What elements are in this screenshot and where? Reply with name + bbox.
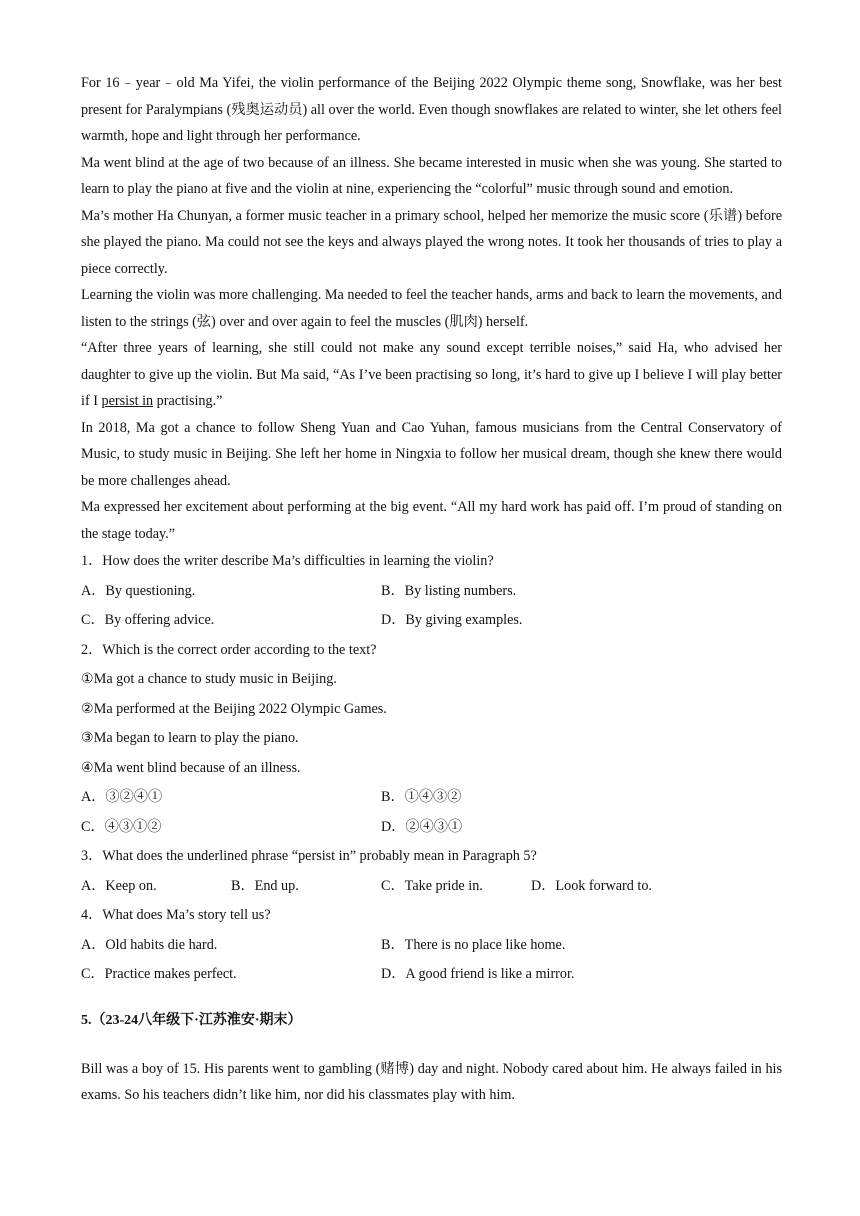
question-4-option-c: C．Practice makes perfect. [81,966,237,982]
passage-paragraph-3: Ma’s mother Ha Chunyan, a former music teacher in a primary school, helped her memorize the music score (乐谱) before she played the piano. Ma could not see the keys and always played the wrong notes. It took her thousands of tries to play a piece correctly. [81,207,782,277]
question-3-option-d: D．Look forward to. [531,877,652,894]
question-3-stem: 3．What does the underlined phrase “persist in” probably mean in Paragraph 5? [81,848,537,864]
question-1-option-d: D．By giving examples. [381,612,523,628]
question-2-item-4: ④Ma went blind because of an illness. [81,759,301,776]
document-page [81,70,782,1109]
passage-paragraph-6: In 2018, Ma got a chance to follow Sheng Yuan and Cao Yuhan, famous musicians from the Central Conservatory of Music, to study music in Beijing. She left her home in Ningxia to follow her musical dream, though she knew there would be more challenges ahead. [81,419,782,489]
question-3-options-row [81,872,782,902]
question-2-option-b: B．①④③② [381,789,462,805]
question-1-options-row-1 [81,577,782,607]
passage-paragraph-7: Ma expressed her excitement about performing at the big event. “All my hard work has paid off. I’m proud of standing on the stage today.” [81,499,782,542]
question-4-stem: 4．What does Ma’s story tell us? [81,907,271,923]
paragraph-5-text-after: practising.” [153,393,223,409]
question-3-option-c: C．Take pride in. [381,877,483,894]
passage-paragraph-2: Ma went blind at the age of two because of an illness. She became interested in music when she was young. She started to learn to play the piano at five and the violin at nine, experiencing the “colorful” music through sound and emotion. [81,154,782,197]
question-1-option-b: B．By listing numbers. [381,582,517,599]
paragraph-5-text-before: “After three years of learning, she still could not make any sound except terrible noises,” said Ha, who advised her daughter to give up the violin. But Ma said, “As I’ve been practising so long, it’s hard to give up I believe I will play better if I [81,340,782,409]
question-4-option-d: D．A good friend is like a mirror. [381,966,575,982]
question-4-options-row-2 [81,960,782,990]
question-1-options-row-2 [81,606,782,636]
question-2-item-1: ①Ma got a chance to study music in Beijing. [81,671,337,687]
question-2-options-row-2 [81,813,782,843]
question-2-stem: 2．Which is the correct order according to the text? [81,641,377,658]
question-2-option-c: C．④③①② [81,818,162,835]
question-2-option-d: D．②④③① [381,818,463,835]
question-4-option-a: A．Old habits die hard. [81,936,218,953]
passage-paragraph-5 [81,335,782,415]
question-4-option-b: B．There is no place like home. [381,936,566,953]
question-1-option-a: A．By questioning. [81,582,196,599]
section-5-paragraph: Bill was a boy of 15. His parents went to gambling (赌博) day and night. Nobody cared about him. He always failed in his exams. So his teachers didn’t like him, nor did his classmates play with him. [81,1060,782,1103]
question-3-option-b: B．End up. [231,877,299,894]
passage-paragraph-4: Learning the violin was more challenging. Ma needed to feel the teacher hands, arms and back to learn the movements, and listen to the strings (弦) over and over again to feel the muscles (肌肉) herself. [81,287,782,330]
question-1-stem: 1．How does the writer describe Ma’s difficulties in learning the violin? [81,553,494,569]
question-2-option-a: A．③②④① [81,789,163,805]
underlined-phrase: persist in [101,393,154,409]
question-2-options-row-1 [81,783,782,813]
question-3-option-a: A．Keep on. [81,877,157,894]
section-5-heading: 5.（23-24八年级下·江苏淮安·期末） [81,1012,302,1028]
question-2-item-3: ③Ma began to learn to play the piano. [81,730,299,746]
question-2-item-2: ②Ma performed at the Beijing 2022 Olympic Games. [81,700,387,717]
question-1-option-c: C．By offering advice. [81,612,215,628]
passage-paragraph-1: For 16﹣year﹣old Ma Yifei, the violin performance of the Beijing 2022 Olympic theme song, Snowflake, was her best present for Paralympians (残奥运动员) all over the world. Even though snowflakes are related to winter, she let others feel warmth, hope and light through her performance. [81,75,782,144]
question-4-options-row-1 [81,931,782,961]
